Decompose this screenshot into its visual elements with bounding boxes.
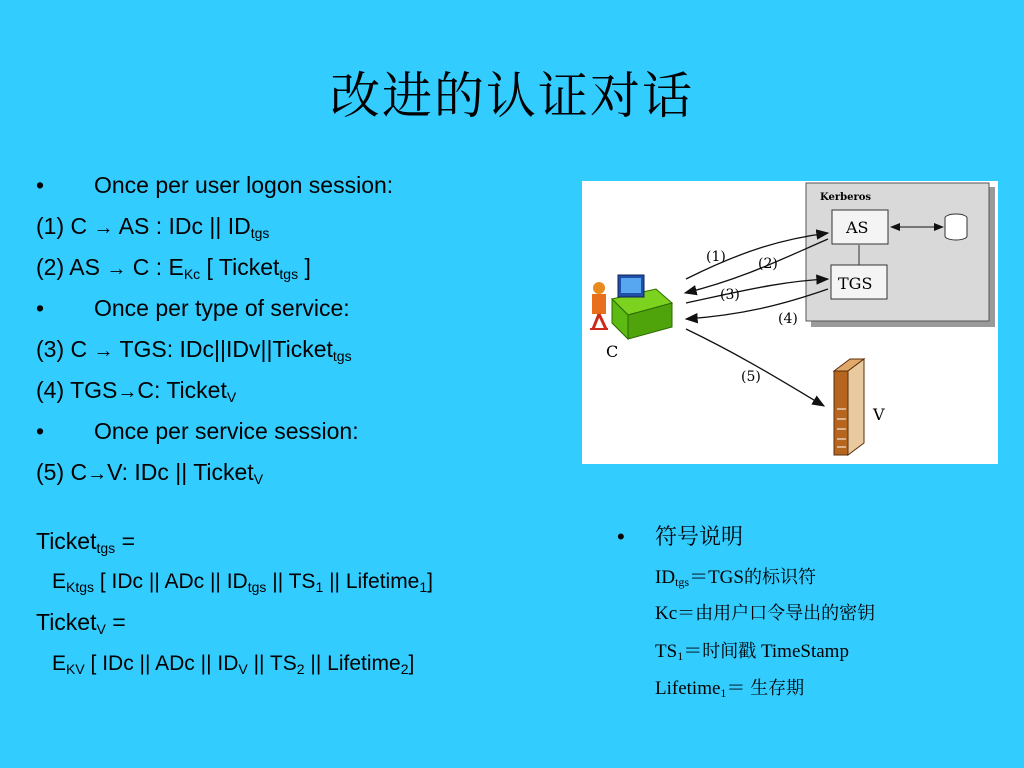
legend-text: ＝TGS xyxy=(689,567,744,588)
client-workstation-icon xyxy=(590,275,672,339)
step-label-2: (2) xyxy=(758,256,778,272)
diagram-svg xyxy=(582,181,998,464)
step-4 xyxy=(36,377,236,404)
legend-term: Kc xyxy=(655,603,678,624)
legend-heading xyxy=(617,520,743,551)
bullet-dot: • xyxy=(617,524,625,549)
bullet-text: Once per service session: xyxy=(94,418,359,444)
step-1 xyxy=(36,213,269,240)
ticket-tgs-heading xyxy=(36,528,135,555)
legend-text: 时间戳 xyxy=(702,641,757,662)
subscript: tgs xyxy=(247,579,267,595)
subscript: tgs xyxy=(279,266,299,282)
step-label-3: (3) xyxy=(720,287,740,303)
formula-text: E xyxy=(52,570,67,593)
subscript: 1 xyxy=(677,649,684,663)
legend-text: TimeStamp xyxy=(756,641,849,662)
subscript: 2 xyxy=(296,661,305,677)
subscript: 1 xyxy=(720,686,727,700)
legend-term: TS xyxy=(655,641,678,662)
formula-text: || TS xyxy=(266,570,316,593)
step-text: TGS: IDc||IDv||Ticket xyxy=(113,336,333,362)
formula-text: ] xyxy=(408,652,415,675)
legend-term: Lifetime xyxy=(655,678,721,699)
subscript: KV xyxy=(66,661,85,677)
legend-row-kc xyxy=(655,599,875,625)
subscript: tgs xyxy=(250,225,270,241)
step-text: V: IDc || Ticket xyxy=(107,459,254,485)
bullet-dot: • xyxy=(36,295,45,321)
step-text: C: Ticket xyxy=(137,377,227,403)
step-label-1: (1) xyxy=(706,249,726,265)
ticket-text: Ticket xyxy=(36,609,97,635)
subscript: 2 xyxy=(400,661,409,677)
legend-row-ts xyxy=(655,636,849,663)
step-5 xyxy=(36,459,263,486)
arrow-right-icon: → xyxy=(93,217,114,239)
as-label: AS xyxy=(846,218,869,237)
kerberos-label: Kerberos xyxy=(820,192,872,203)
arrow-right-icon: → xyxy=(117,381,138,403)
step-3 xyxy=(36,336,352,363)
legend-text: 生存期 xyxy=(750,678,805,699)
ticket-v-heading xyxy=(36,609,126,636)
legend-text: 的标识符 xyxy=(743,567,816,588)
legend-term: ID xyxy=(655,567,676,588)
bullet-text: Once per user logon session: xyxy=(94,172,394,198)
bullet-dot: • xyxy=(36,172,45,198)
step-label-5: (5) xyxy=(741,369,761,385)
subscript: tgs xyxy=(332,348,352,364)
arrow-right-icon: → xyxy=(93,340,114,362)
database-icon xyxy=(945,214,967,240)
step-text: (5) C xyxy=(36,459,88,485)
subscript: tgs xyxy=(675,575,690,589)
subscript: tgs xyxy=(96,540,116,556)
step-text: AS : IDc || ID xyxy=(113,213,251,239)
bullet-service-session xyxy=(36,418,359,445)
arrow-right-icon: → xyxy=(106,258,127,280)
arrow-5 xyxy=(686,329,824,406)
server-label: V xyxy=(873,405,885,424)
step-text: (2) AS xyxy=(36,254,107,280)
kerberos-diagram xyxy=(582,181,998,464)
formula-text: || TS xyxy=(247,652,297,675)
legend-text: ＝ xyxy=(726,678,751,699)
legend-text: ＝ xyxy=(683,641,703,662)
kerberos-box xyxy=(806,183,989,321)
subscript: 1 xyxy=(315,579,324,595)
tgs-label: TGS xyxy=(838,274,873,293)
formula-text: || Lifetime xyxy=(323,570,420,593)
server-icon xyxy=(834,359,864,455)
formula-text: [ IDc || ADc || ID xyxy=(84,652,239,675)
subscript: V xyxy=(238,661,248,677)
subscript: V xyxy=(96,621,106,637)
ticket-text: = xyxy=(115,528,136,554)
ticket-v-formula xyxy=(52,652,414,676)
slide-title: 改进的认证对话 xyxy=(330,67,694,125)
formula-text: E xyxy=(52,652,67,675)
step-text: [ Ticket xyxy=(200,254,280,280)
ticket-tgs-formula xyxy=(52,570,433,594)
subscript: Kc xyxy=(183,266,201,282)
step-text: (4) TGS xyxy=(36,377,118,403)
formula-text: [ IDc || ADc || ID xyxy=(94,570,248,593)
subscript: V xyxy=(253,471,264,487)
client-label: C xyxy=(606,342,619,361)
bullet-text: Once per type of service: xyxy=(94,295,350,321)
subscript: 1 xyxy=(419,579,428,595)
bullet-logon-session xyxy=(36,172,393,199)
step-label-4: (4) xyxy=(778,311,798,327)
arrow-right-icon: → xyxy=(87,463,108,485)
subscript: V xyxy=(226,389,237,405)
step-text: (3) C xyxy=(36,336,94,362)
legend-heading-text: 符号说明 xyxy=(655,525,744,550)
bullet-dot: • xyxy=(36,418,45,444)
step-text: C : E xyxy=(126,254,184,280)
step-text: ] xyxy=(298,254,311,280)
legend-row-idtgs xyxy=(655,562,816,589)
formula-text: || Lifetime xyxy=(304,652,401,675)
ticket-text: = xyxy=(105,609,126,635)
step-2 xyxy=(36,254,311,281)
bullet-type-of-service xyxy=(36,295,350,322)
formula-text: ] xyxy=(427,570,434,593)
ticket-text: Ticket xyxy=(36,528,97,554)
legend-text: ＝由用户口令导出的密钥 xyxy=(677,603,876,624)
subscript: Ktgs xyxy=(66,579,95,595)
legend-row-lifetime xyxy=(655,673,804,700)
step-text: (1) C xyxy=(36,213,94,239)
